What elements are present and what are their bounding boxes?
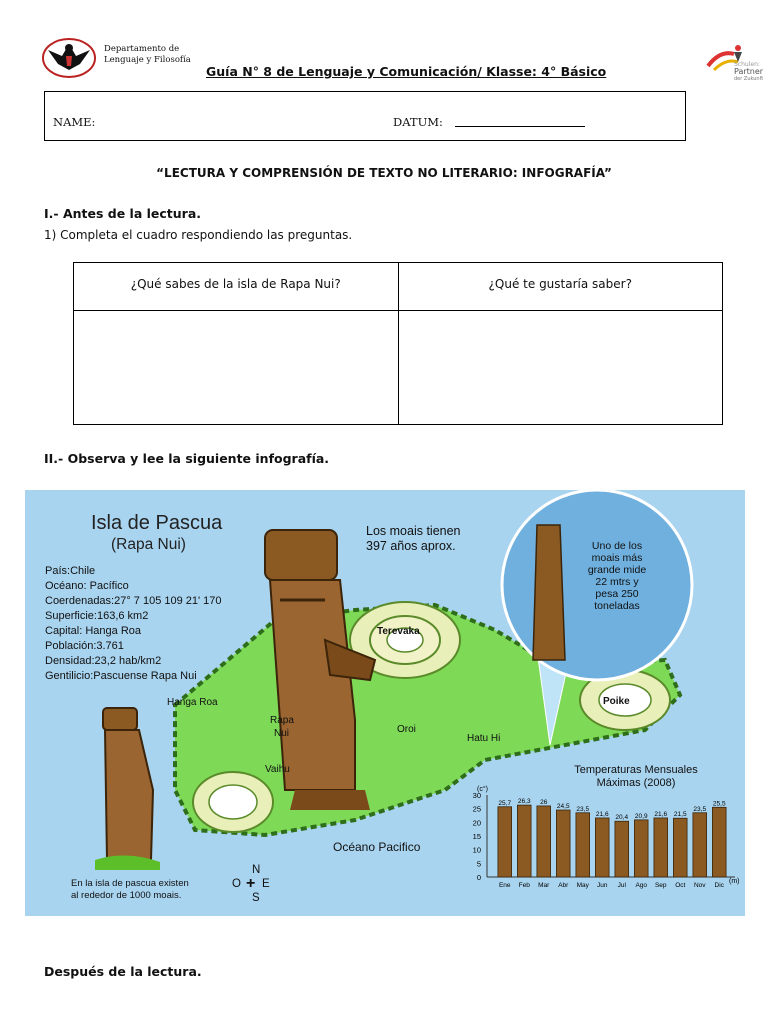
student-info-box	[44, 91, 686, 141]
schulen-partner-logo	[704, 40, 766, 82]
svg-text:Schulen:: Schulen:	[734, 61, 760, 68]
chart-title-line-1: Temperaturas Mensuales	[574, 764, 698, 776]
x-tick-label: Dic	[714, 882, 724, 889]
bar-Abr	[556, 810, 570, 877]
bar-value-label: 26	[540, 798, 548, 806]
bubble-line-5: pesa 250	[595, 588, 639, 600]
bar-Nov	[693, 813, 707, 877]
kwl-answer-want[interactable]	[398, 311, 723, 425]
infographic-title: Isla de Pascua	[91, 512, 223, 534]
y-axis-label: (c°)	[477, 786, 488, 793]
fact-density: Densidad:23,2 hab/km2	[45, 655, 162, 667]
compass-east: E	[262, 878, 270, 890]
compass-west: O	[232, 878, 241, 890]
x-tick-label: Nov	[693, 882, 706, 889]
bar-Sep	[654, 818, 668, 877]
bar-value-label: 21,6	[654, 810, 668, 818]
fact-area: Superficie:163,6 km2	[45, 610, 149, 622]
name-label: NAME:	[53, 115, 96, 129]
x-tick-label: May	[576, 882, 589, 889]
caption-line-1: En la isla de pascua existen	[71, 878, 189, 889]
place-hanga-roa: Hanga Roa	[167, 697, 218, 708]
fact-country: País:Chile	[45, 565, 96, 577]
department-line-2: Lenguaje y Filosofía	[104, 55, 191, 65]
island-facts	[45, 564, 222, 684]
guide-title: Guía N° 8 de Lenguaje y Comunicación/ Klasse: 4° Básico	[206, 64, 607, 79]
school-eagle-logo	[40, 36, 98, 78]
main-title: “LECTURA Y COMPRENSIÓN DE TEXTO NO LITERARIO: INFOGRAFÍA”	[156, 166, 612, 180]
chart-title-line-2: Máximas (2008)	[596, 777, 676, 789]
x-tick-label: Mar	[538, 882, 550, 889]
after-reading-heading: Después de la lectura.	[44, 964, 202, 979]
y-tick-label: 15	[472, 832, 481, 841]
date-field[interactable]	[455, 126, 585, 127]
bubble-line-3: grande mide	[587, 564, 647, 576]
infographic	[25, 490, 745, 916]
small-moai-illustration	[95, 708, 160, 870]
kwl-table	[73, 262, 723, 425]
place-nui: Nui	[274, 728, 290, 739]
fact-capital: Capital: Hanga Roa	[45, 625, 142, 637]
bar-value-label: 25,5	[712, 800, 726, 808]
moais-age-line-2: 397 años aprox.	[366, 539, 456, 553]
bar-May	[576, 813, 590, 877]
bar-value-label: 20,9	[634, 812, 648, 820]
moais-age-note	[366, 524, 461, 554]
kwl-header-know: ¿Qué sabes de la isla de Rapa Nui?	[74, 263, 399, 311]
department-line-1: Departamento de	[104, 44, 180, 54]
section2-heading: II.- Observa y lee la siguiente infografía.	[44, 451, 330, 466]
compass-cross-icon: +	[246, 875, 256, 892]
kwl-answer-know[interactable]	[74, 311, 399, 425]
bar-value-label: 20,4	[615, 814, 629, 822]
x-tick-label: Jun	[597, 882, 608, 889]
y-tick-label: 25	[472, 804, 481, 814]
bubble-line-2: moais más	[591, 552, 643, 564]
fact-ocean: Océano: Pacífico	[45, 580, 129, 592]
date-label: DATUM:	[393, 115, 443, 129]
bubble-line-1: Uno de los	[591, 540, 643, 552]
bar-value-label: 24,5	[556, 803, 570, 811]
bar-Mar	[537, 806, 551, 877]
bar-value-label: 23,5	[576, 805, 590, 813]
svg-text:der Zukunft: der Zukunft	[734, 76, 764, 82]
infographic-subtitle: (Rapa Nui)	[111, 536, 186, 553]
bubble-line-6: toneladas	[594, 600, 640, 612]
place-poike: Poike	[603, 696, 630, 707]
section1-instruction: 1) Completa el cuadro respondiendo las preguntas.	[44, 228, 353, 242]
fact-demonym: Gentilicio:Pascuense Rapa Nui	[45, 670, 197, 682]
compass-rose	[232, 866, 276, 906]
y-tick-label: 5	[476, 859, 481, 869]
y-tick-label: 30	[472, 791, 481, 800]
ocean-label: Océano Pacifico	[333, 840, 421, 854]
bar-value-label: 26,3	[517, 798, 531, 806]
section1-heading: I.- Antes de la lectura.	[44, 206, 202, 221]
compass-north: N	[252, 864, 261, 876]
place-rapa: Rapa	[270, 715, 294, 726]
bar-Ago	[634, 820, 648, 877]
x-tick-label: Ago	[635, 882, 648, 889]
y-tick-label: 10	[472, 845, 481, 855]
bar-value-label: 21,5	[673, 811, 687, 819]
moais-age-line-1: Los moais tienen	[366, 524, 461, 538]
compass-south: S	[252, 892, 260, 904]
x-tick-label: Feb	[518, 882, 530, 889]
x-tick-label: Sep	[654, 882, 667, 889]
place-vaihu: Vaihu	[265, 764, 290, 775]
bar-Feb	[517, 805, 531, 877]
place-hatu-hi: Hatu Hi	[467, 733, 501, 744]
x-tick-label: Jul	[617, 882, 626, 889]
bar-Dic	[712, 807, 726, 877]
moai-count-caption	[71, 878, 189, 902]
bar-value-label: 21,6	[595, 810, 609, 818]
temperature-chart	[455, 785, 745, 897]
x-tick-label: Ene	[498, 882, 511, 889]
caption-line-2: al rededor de 1000 moais.	[71, 890, 182, 901]
fact-population: Población:3.761	[45, 640, 124, 652]
bar-value-label: 25,7	[498, 799, 512, 807]
y-tick-label: 0	[476, 873, 481, 882]
place-oroi: Oroi	[397, 724, 416, 735]
bar-Oct	[673, 818, 687, 877]
bar-Jul	[615, 821, 629, 877]
x-axis-label: (m)	[729, 878, 740, 885]
bubble-line-4: 22 mtrs y	[595, 576, 639, 588]
svg-text:Partner: Partner	[734, 67, 764, 76]
y-tick-label: 20	[472, 818, 481, 828]
x-tick-label: Oct	[675, 882, 686, 889]
place-terevaka: Terevaka	[377, 626, 420, 637]
kwl-header-want: ¿Qué te gustaría saber?	[398, 263, 723, 311]
x-tick-label: Abr	[558, 882, 569, 889]
moai-size-text	[577, 540, 657, 612]
fact-coordinates: Coerdenadas:27° 7 105 109 21' 170	[45, 595, 222, 607]
bar-Jun	[595, 818, 609, 877]
department-name	[104, 44, 191, 66]
bar-value-label: 23,5	[693, 805, 707, 813]
bar-Ene	[498, 807, 512, 877]
